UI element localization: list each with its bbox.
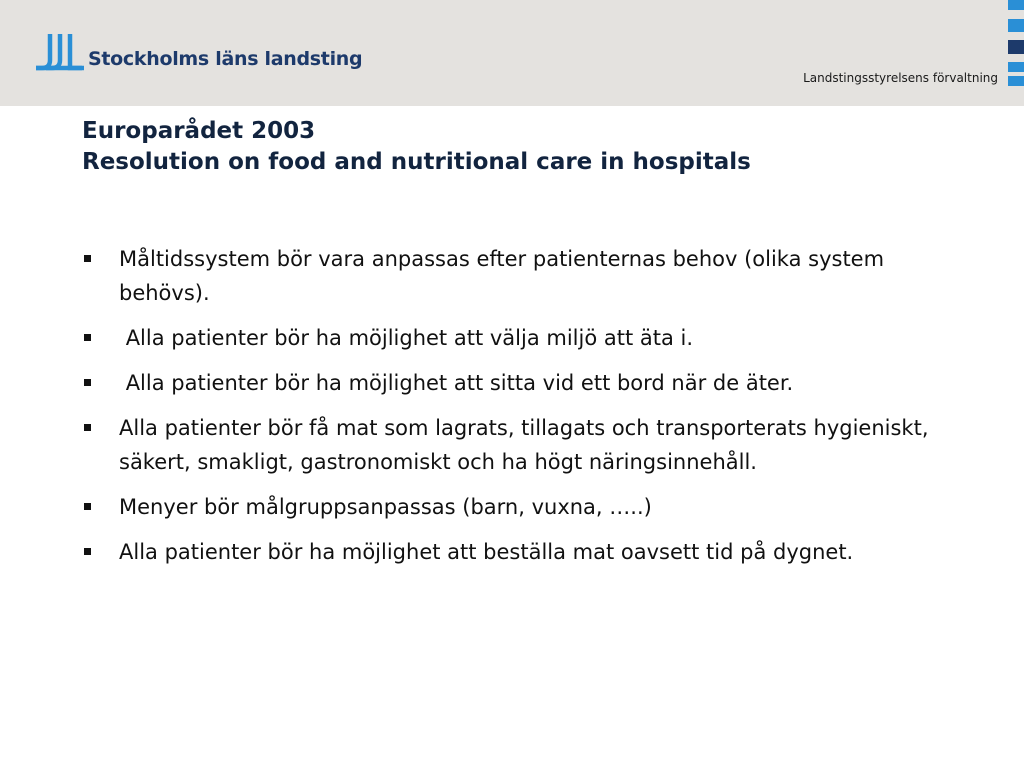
bullet-item <box>82 490 942 524</box>
bullet-text: Alla patienter bör ha möjlighet att välja miljö att äta i. <box>119 326 694 350</box>
bullet-item <box>82 535 942 569</box>
square-bullet-icon <box>84 379 91 386</box>
bullet-item <box>82 366 942 400</box>
square-bullet-icon <box>84 548 91 555</box>
bullet-text: Menyer bör målgruppsanpassas (barn, vuxna, …..) <box>119 495 652 519</box>
square-bullet-icon <box>84 424 91 431</box>
square-bullet-icon <box>84 255 91 262</box>
bullet-text: Måltidssystem bör vara anpassas efter patienternas behov (olika system behövs). <box>119 247 885 305</box>
title-line-1: Europarådet 2003 <box>82 118 316 144</box>
bullet-list <box>82 242 942 580</box>
bullet-item <box>82 242 942 310</box>
square-bullet-icon <box>84 503 91 510</box>
bullet-text: Alla patienter bör ha möjlighet att beställa mat oavsett tid på dygnet. <box>119 540 854 564</box>
slide-title <box>82 116 982 178</box>
bullet-text: Alla patienter bör ha möjlighet att sitta vid ett bord när de äter. <box>119 371 794 395</box>
decorative-squares-icon <box>1008 0 1024 90</box>
logo-text: Stockholms läns landsting <box>88 48 363 70</box>
bullet-item <box>82 321 942 355</box>
title-line-2: Resolution on food and nutritional care in hospitals <box>82 149 751 175</box>
bullet-item <box>82 411 942 479</box>
organization-name: Landstingsstyrelsens förvaltning <box>803 71 998 85</box>
bullet-text: Alla patienter bör få mat som lagrats, tillagats och transporterats hygieniskt, säkert, smakligt, gastronomiskt och ha högt näringsinnehåll. <box>119 416 929 474</box>
square-bullet-icon <box>84 334 91 341</box>
header-band <box>0 0 1024 106</box>
